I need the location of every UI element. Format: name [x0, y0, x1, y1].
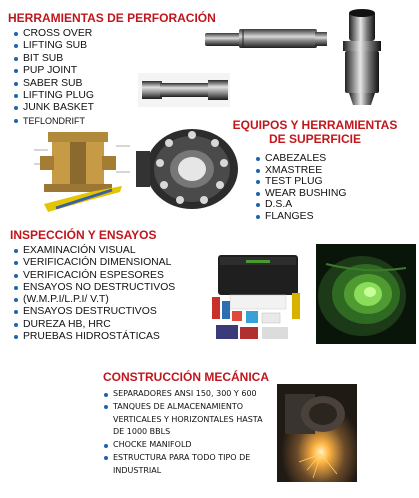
- list-item: PRUEBAS HIDROSTÁTICAS: [13, 331, 175, 343]
- list-item: BIT SUB: [13, 53, 94, 65]
- list-item: ENSAYOS DESTRUCTIVOS: [13, 306, 175, 318]
- list-item: XMASTREE: [255, 165, 346, 177]
- list-item: FLANGES: [255, 211, 346, 223]
- list-item: CABEZALES: [255, 153, 346, 165]
- perforacion-title: HERRAMIENTAS DE PERFORACIÓN: [8, 11, 216, 25]
- list-item: VERTICALES Y HORIZONTALES HASTA: [113, 414, 263, 424]
- perforacion-list: [13, 28, 94, 127]
- list-item: VERIFICACIÓN DIMENSIONAL: [13, 257, 175, 269]
- list-item: ENSAYOS NO DESTRUCTIVOS: [13, 282, 175, 294]
- construccion-title: CONSTRUCCIÓN MECÁNICA: [103, 370, 269, 384]
- magnetic-particle-photo: [316, 244, 416, 344]
- pup-joint-photo: [138, 73, 230, 107]
- list-item: SABER SUB: [13, 78, 94, 90]
- list-item: JUNK BASKET: [13, 102, 94, 114]
- superficie-title-line1: EQUIPOS Y HERRAMIENTAS: [232, 118, 398, 132]
- wellhead-photo: [30, 126, 134, 218]
- list-item: ESTRUCTURA PARA TODO TIPO DE: [103, 452, 263, 465]
- list-item: TANQUES DE ALMACENAMIENTO: [103, 401, 263, 414]
- welding-photo: [277, 384, 357, 482]
- list-item: LIFTING SUB: [13, 40, 94, 52]
- superficie-title: [220, 118, 410, 146]
- list-item: VERIFICACIÓN ESPESORES: [13, 270, 175, 282]
- cross-over-sub-photo: [335, 9, 387, 107]
- list-item: D.S.A: [255, 199, 346, 211]
- list-item: TEFLONDRIFT: [13, 115, 94, 127]
- inspeccion-title: INSPECCIÓN Y ENSAYOS: [10, 228, 157, 242]
- list-item: PUP JOINT: [13, 65, 94, 77]
- list-item: CROSS OVER: [13, 28, 94, 40]
- list-item: (W.M.P.I/L.P.I/ V.T): [13, 294, 175, 306]
- list-item: LIFTING PLUG: [13, 90, 94, 102]
- list-item: DE 1000 BBLS: [113, 427, 171, 437]
- list-item: SEPARADORES ANSI 150, 300 Y 600: [103, 388, 263, 401]
- list-item: DUREZA HB, HRC: [13, 319, 175, 331]
- drill-pipe-photo: [205, 25, 329, 53]
- inspection-kit-photo: [206, 249, 310, 343]
- list-item: WEAR BUSHING: [255, 188, 346, 200]
- list-item: TEST PLUG: [255, 176, 346, 188]
- list-item: INDUSTRIAL: [113, 465, 162, 475]
- inspeccion-list: [13, 245, 175, 343]
- list-item: CHOCKE MANIFOLD: [103, 439, 263, 452]
- flange-photo: [136, 123, 244, 211]
- superficie-title-line2: DE SUPERFICIE: [268, 132, 361, 146]
- construccion-list: [103, 388, 263, 478]
- list-item: EXAMINACIÓN VISUAL: [13, 245, 175, 257]
- superficie-list: [255, 153, 346, 223]
